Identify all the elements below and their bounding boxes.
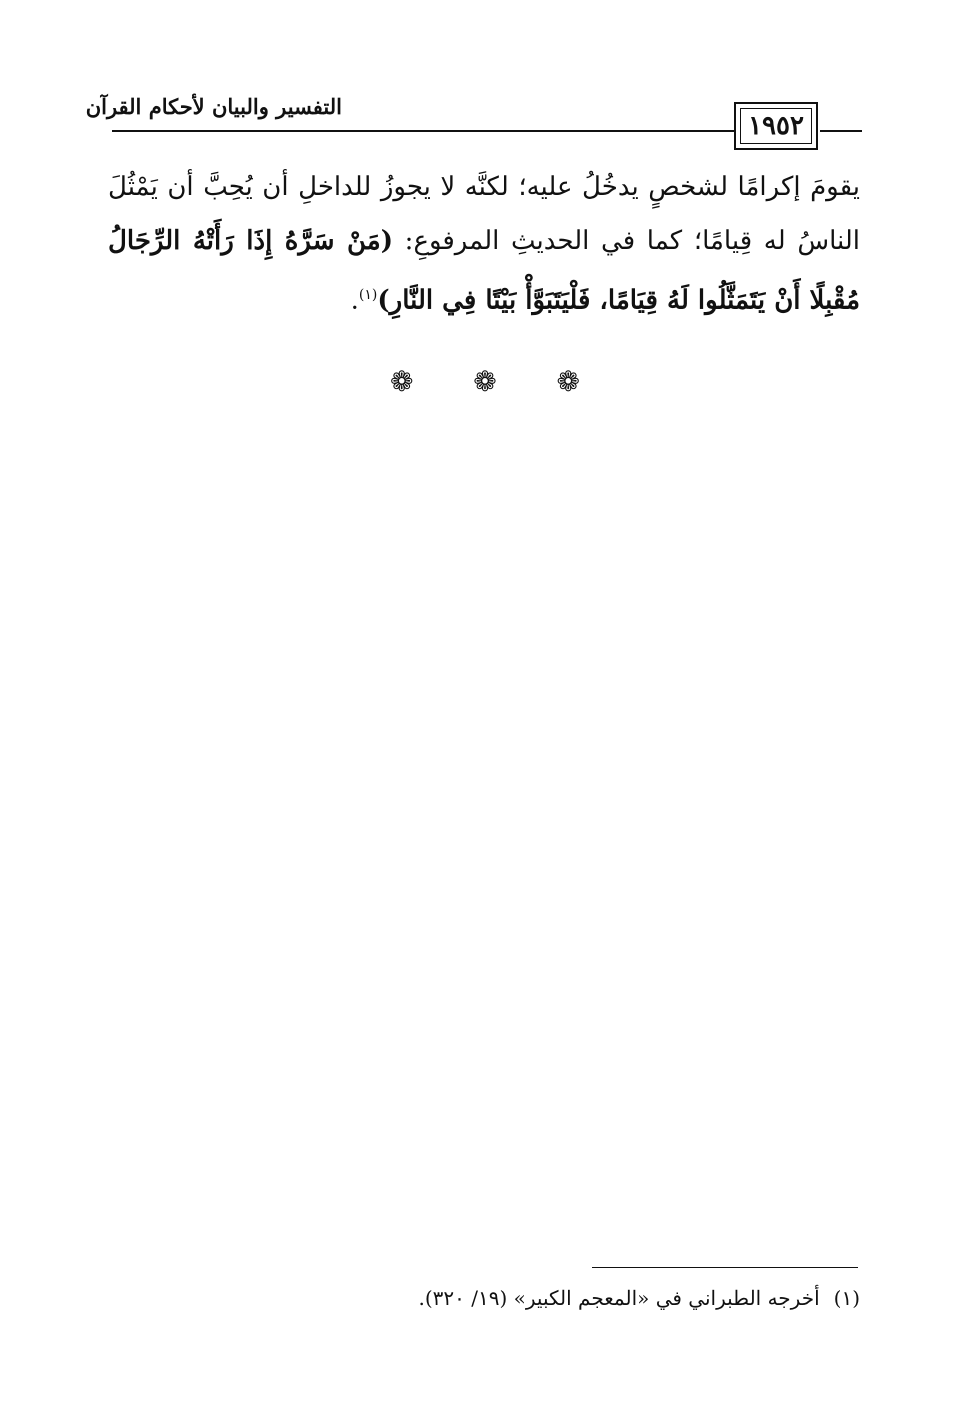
main-text xyxy=(108,160,860,328)
footnote-separator xyxy=(592,1267,858,1268)
header-rule xyxy=(112,130,734,132)
flower-ornament-icon: ❁ xyxy=(556,365,580,398)
hadith-quote: (مَنْ سَرَّهُ إِذَا رَأَتْهُ الرِّجَالُ مُقْبِلًا أَنْ يَتَمَثَّلُوا لَهُ قِيَامًا، فَلْيَتَبَوَّأْ بَيْتًا فِي النَّارِ) xyxy=(108,226,860,316)
flower-ornament-icon: ❁ xyxy=(473,365,497,398)
page-header xyxy=(85,92,862,152)
paragraph xyxy=(108,160,860,328)
sentence-end: . xyxy=(350,285,359,316)
flower-ornament-icon: ❁ xyxy=(390,365,414,398)
section-divider xyxy=(390,362,580,402)
page-number-frame xyxy=(734,102,818,150)
book-title: التفسير والبيان لأحكام القرآن xyxy=(85,94,342,119)
footnote-reference: (١) xyxy=(358,287,378,303)
header-rule-end xyxy=(820,130,862,132)
footnote-number: (١) xyxy=(833,1286,860,1310)
page-number: ١٩٥٢ xyxy=(740,108,812,144)
footnote-text: أخرجه الطبراني في «المعجم الكبير» (١٩/ ٣٢٠). xyxy=(418,1286,820,1310)
footnote xyxy=(300,1280,860,1316)
paragraph-intro: يقومَ إكرامًا لشخصٍ يدخُلُ عليه؛ لكنَّه لا يجوزُ للداخلِ أن يُحِبَّ أن يَمْثُلَ الناسُ له قِيامًا؛ كما في الحديثِ المرفوعِ: xyxy=(108,172,860,256)
